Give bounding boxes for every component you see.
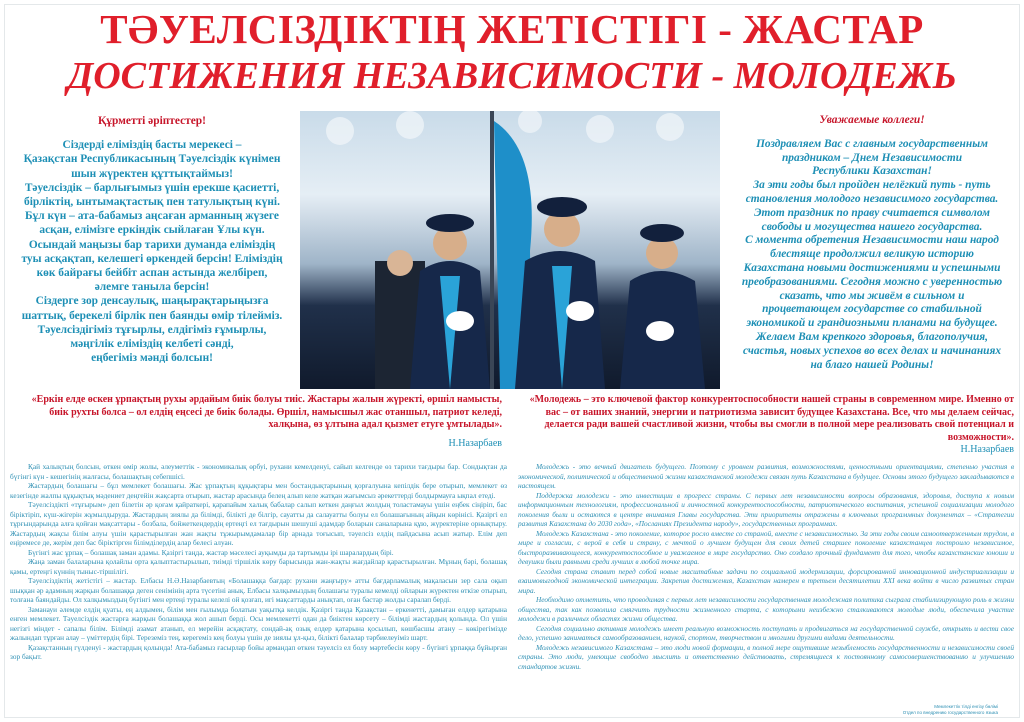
quote-russian bbox=[520, 394, 1014, 457]
greeting-line: еңбегіміз мәнді болсын! bbox=[91, 352, 213, 365]
article-paragraph: Жастардың болашағы – бұл мемлекет болашағы. Жас ұрпақтың құқықтары мен бостандықтарының қорғалуына кепілдік бере отырып, мемлекет өз кезегінде жалпы құқықтық мәдениет деңгейін жақсарта отырып, жастар арасында белең алып келе жатқан жағымсыз әрекеттерді болдырмауға ықпал етеді. bbox=[10, 481, 507, 500]
article-paragraph: Молодежь Казахстана - это поколение, которое росло вместе со страной, вместе с независимостью. За эти годы своим самоотверженным трудом, в мире и согласии, с верой в себя и страну, с мечтой о лучшем будущем для своих детей старшее поколение казахстанцев построило независимое, быстроразвивающееся, конкурентоспособное и уважаемое в мире государство. Оно создало прочный фундамент для того, чтобы казахстанские юноши и девушки были равными среди лучших в любой точке мира. bbox=[518, 528, 1014, 566]
greeting-line: Тәуелсіздігіміз тұғырлы, елдігіміз ғұмырлы, bbox=[37, 323, 267, 336]
greeting-line: мәңгілік еліміздің келбеті сәнді, bbox=[70, 338, 234, 351]
article-paragraph: Необходимо отметить, что проводимая с первых лет независимости государственная молодежная политика сыграла стабилизирующую роль в жизни общества, так как позволила смягчить трудности жизненного старта, с которыми неизбежно сталкиваются молодые люди, обеспечила участие молодежи в различных областях жизни общества. bbox=[518, 595, 1014, 623]
greeting-line: свободы и могущества нашего государства. bbox=[761, 220, 983, 233]
greeting-line: преобразованиями. Сегодня можно с уверенностью bbox=[741, 275, 1003, 288]
greeting-line: туы асқақтап, келешегі өркендей берсін! Еліміздің bbox=[21, 252, 283, 265]
footer-line-kazakh: Мемлекеттік тілді енгізу бөлімі bbox=[934, 704, 998, 709]
article-paragraph: Молодежь независимого Казахстана – это люди новой формации, в полной мере ощутившие незыблемость государственности и независимости своей страны. Это люди, умеющие свободно мыслить и ответственно действовать, стремящиеся к постоянному самосовершенствованию и улучшению стандартов жизни. bbox=[518, 642, 1014, 671]
article-paragraph: Тәуелсіздіктің жетістігі – жастар. Елбасы Н.Ә.Назарбаевтың «Болашаққа бағдар: рухани жаңғыру» атты бағдарламалық мақаласын зер сала оқып шыққан әр адамның жарқын болашаққа деген сенімінің арта түсетіні анық. Елбасы халқымыздың болашағы туралы кемелді ойларын жүректен өткізе отырып, толғана баяндайды. Ол халқымыздың бүгінгі мен ертеңі туралы келелі ой қозғап, игі мақсаттарды анықтап, оған бастар жолды саралап берді. bbox=[10, 576, 507, 604]
greeting-line: шын жүректен құттықтаймыз! bbox=[71, 167, 233, 180]
greeting-kazakh-lines bbox=[6, 138, 298, 365]
greeting-line: процветающем государстве со стабильной bbox=[762, 303, 982, 316]
greeting-kazakh-heading: Құрметті әріптестер! bbox=[98, 115, 206, 127]
greeting-line: блестяще продолжил великую историю bbox=[770, 248, 974, 261]
article-paragraph: Молодежь - это вечный двигатель будущего. Поэтому с уровнем развития, возможностями, ценностными ориентациями, степенью участия в экономической, политической и общественной жизни казахстанской молодежи связан путь Казахстана в будущее. Основы этого будущего закладываются в настоящем. bbox=[518, 462, 1014, 490]
quote-kazakh bbox=[20, 394, 502, 450]
greeting-line: сказать, что мы живём в сильном и bbox=[779, 289, 965, 302]
greeting-russian bbox=[724, 114, 1020, 372]
cadets-photo bbox=[300, 111, 720, 389]
quote-kazakh-author: Н.Назарбаев bbox=[448, 437, 502, 449]
article-paragraph: Заманауи әлемде елдің қуаты, ең алдымен, білім мен ғылымда болатын уақытқа келдік. Қазіргі таңда Қазақстан – еркенетті, дамыған елдер қатарына енген мемлекет. Тәуелсіздік жастарға жарқын болашаққа жол ашып берді. Осы мемлекетті одан да биіктен көрсету – білімді жастардың қолында. Ол үшін негізгі міндет - сапалы білім. Білімді азамат атанып, ел мерейін асқақтату, сондай-ақ озық елдер қатарына қосылып, көшбасшы атану – көкірегімізде жалындап тұрған алау – үміттердің бірі. Тереземіз тең, керегеміз кең болуы үшін де зиялы ұл-қыз, білікті балалар тәрбиелеуіміз шарт. bbox=[10, 604, 507, 642]
article-paragraph: Бүгінгі жас ұрпақ – болашақ заман адамы. Қазіргі таңда, жастар мәселесі ауқымды да тартымды ірі шаралардың бірі. bbox=[28, 547, 394, 557]
greeting-line: асқан, елімізге еркіндік сыйлаған Ұлы күн. bbox=[39, 224, 265, 237]
greeting-line: становления молодого независимого государства. bbox=[745, 192, 999, 205]
article-russian bbox=[518, 462, 1014, 671]
greeting-line: экономикой и грандиозными планами на будущее. bbox=[746, 317, 998, 330]
greeting-line: Сіздерді еліміздің басты мерекесі – bbox=[62, 139, 242, 152]
greeting-line: Тәуелсіздік – барлығымыз үшін ерекше қасиетті, bbox=[24, 181, 280, 194]
footer-line-russian: Отдел по внедрению государственного языка bbox=[902, 710, 998, 715]
quote-russian-text: «Молодежь – это ключевой фактор конкурентоспособности нашей страны в современном мире. Именно от вас – от ваших знаний, энергии и патриотизма зависит будущее Казахстана. Все, что мы делаем сейчас, делается ради вашей счастливой жизни, чтобы вы смогли в полной мере реализовать свой потенциал и возможности». bbox=[529, 394, 1014, 443]
greeting-line: көк байрағы бейбіт аспан астында желбіреп, bbox=[36, 267, 268, 280]
article-paragraph: Тәуелсіздікті «тұғырым» деп білетін әр қоғам қайраткері, қарапайым халық бабалар салып кеткен даңғыл жолдың толастамауы үшін еңбек сіңіріп, бас біріктіріп, күш-жігерін жұмылдыруда. Жастардың зиялы да білімді, білікті де білгір, сауатты да салауатты болуы ел болашағының айқын көрінісі. Қазіргі ел тұрғындарында алға қойған мақсаттары - бозбала, бойжеткендердің ертеңгі ел тағдырын шешуші адамдар боларын саналарына құю, жүректеріне орнықтыру. Жастардың жақсы білім алуы үшін қарастырылған жан жақты тұжырымдамалар бір арнада тоғысып, тәуелсіз елдің пайдасына асып жатыр. Елім деп еңіремесе де, жерім деп бас біріктірген білімділердің алар белесі алуан. bbox=[10, 500, 507, 547]
footer-department bbox=[903, 704, 998, 716]
greeting-line: Желаем Вам крепкого здоровья, благополучия, bbox=[755, 330, 989, 343]
title-russian: ДОСТИЖЕНИЯ НЕЗАВИСИМОСТИ - МОЛОДЕЖЬ bbox=[67, 55, 957, 97]
article-kazakh bbox=[10, 462, 507, 662]
title-kazakh: ТӘУЕЛСІЗДІКТІҢ ЖЕТІСТІГІ - ЖАСТАР bbox=[100, 6, 924, 52]
greeting-line: За эти годы был пройден нелёгкий путь - путь bbox=[753, 179, 991, 192]
cadets-photo-illustration bbox=[300, 111, 720, 389]
greeting-line: С момента обретения Независимости наш народ bbox=[745, 234, 999, 247]
greeting-line: Сіздерге зор денсаулық, шаңырақтарыңызға bbox=[35, 295, 269, 308]
greeting-line: Поздравляем Вас с главным государственным bbox=[756, 137, 988, 150]
greeting-line: Бұл күн – ата-бабамыз аңсаған арманның жүзеге bbox=[25, 210, 279, 223]
greeting-line: Республики Казахстан! bbox=[812, 165, 932, 178]
greeting-kazakh bbox=[6, 114, 298, 365]
greeting-line: Этот праздник по праву считается символом bbox=[754, 206, 990, 219]
greeting-russian-heading: Уважаемые коллеги! bbox=[819, 114, 925, 126]
greeting-line: әлемге танылa берсін! bbox=[94, 281, 210, 294]
greeting-line: счастья, новых успехов во всех делах и начинаниях bbox=[742, 344, 1002, 357]
greeting-line: бірліктің, ынтымақтастық пен татулықтың күні. bbox=[24, 196, 280, 209]
quote-russian-author: Н.Назарбаев bbox=[960, 444, 1014, 455]
greeting-line: на благо нашей Родины! bbox=[810, 358, 934, 371]
article-paragraph: Қазақстанның гүлденуі - жастардың қолында! Ата-бабамыз ғасырлар бойы армандап өткен тәуелсіз ел болу мәртебесін көру - бүгінгі ұрпаққа бұйырған зор бақыт. bbox=[10, 642, 507, 661]
quote-kazakh-text: «Еркін елде өскен ұрпақтың рухы әрдайым биік болуы тиіс. Жастары жалын жүректі, өршіл намысты, биік рухты болса – ол елдің еңсесі де биік болады. Өршіл, намысшыл жас отаншыл, патриот келеді, халқына, өз ұлтына адал қызмет етуге ұмтылады». bbox=[31, 394, 502, 430]
article-paragraph: Сегодня социально активная молодежь имеет реальную возможность поступать и продвигаться на государственной службе, открыть и вести свое дело, успешно заниматься самообразованием, наукой, спортом, творчеством и многими другими видами деятельности. bbox=[518, 623, 1014, 642]
article-paragraph: Поддержка молодежи - это инвестиции в прогресс страны. С первых лет независимости вопросы образования, здоровья, доступа к новым информационным технологиям, профессиональной и личностной конкурентоспособности, патриотического воспитания, успешной социализации молодого поколения были и остаются в центре внимания Главы государства. Эти приоритеты отражены в ключевых программных документах – «Стратегии развития Казахстана до 2030 года», «Посланиях Президента народу», государственных программах. bbox=[518, 490, 1014, 528]
greeting-line: шаттық, берекелі бірлік пен баянды өмір тілейміз. bbox=[21, 309, 283, 322]
greeting-line: Казахстана новыми достижениями и успешными bbox=[743, 261, 1001, 274]
greeting-line: Қазақстан Республикасының Тәуелсіздік күнімен bbox=[23, 153, 281, 166]
greeting-line: праздником – Днем Независимости bbox=[781, 151, 963, 164]
article-paragraph: Сегодня страна ставит перед собой новые масштабные задачи по социальной модернизации, форсированной инновационной индустриализации и взаимовыгодной экономической интеграции. Закрепив достижения, Казахстан намерен в третьем десятилетии XXI века войти в число развитых стран мира. bbox=[518, 566, 1014, 595]
article-paragraph: Жаңа заман балаларына қолайлы орта қалыптастырылып, тиімді тіршілік көру барысында жан-жақты жағдайлар қарастырылған. Мұның бәрі, болашақ қамы, ертеңгі күннің тыныс-тіршілігі. bbox=[10, 557, 507, 576]
greeting-russian-lines bbox=[724, 138, 1020, 373]
article-paragraph: Қай халықтың болсын, өткен өмір жолы, әлеуметтік - экономикалық өрбуі, рухани кемелденуі, сайып келгенде өз тарихи тағдыры бар. Сондықтан да бүгінгі күн - кешегінің жалғасы, болашақтың себепшісі. bbox=[10, 462, 507, 481]
greeting-line: Осындай маңызы бар тарихи думанда еліміздің bbox=[28, 238, 276, 251]
